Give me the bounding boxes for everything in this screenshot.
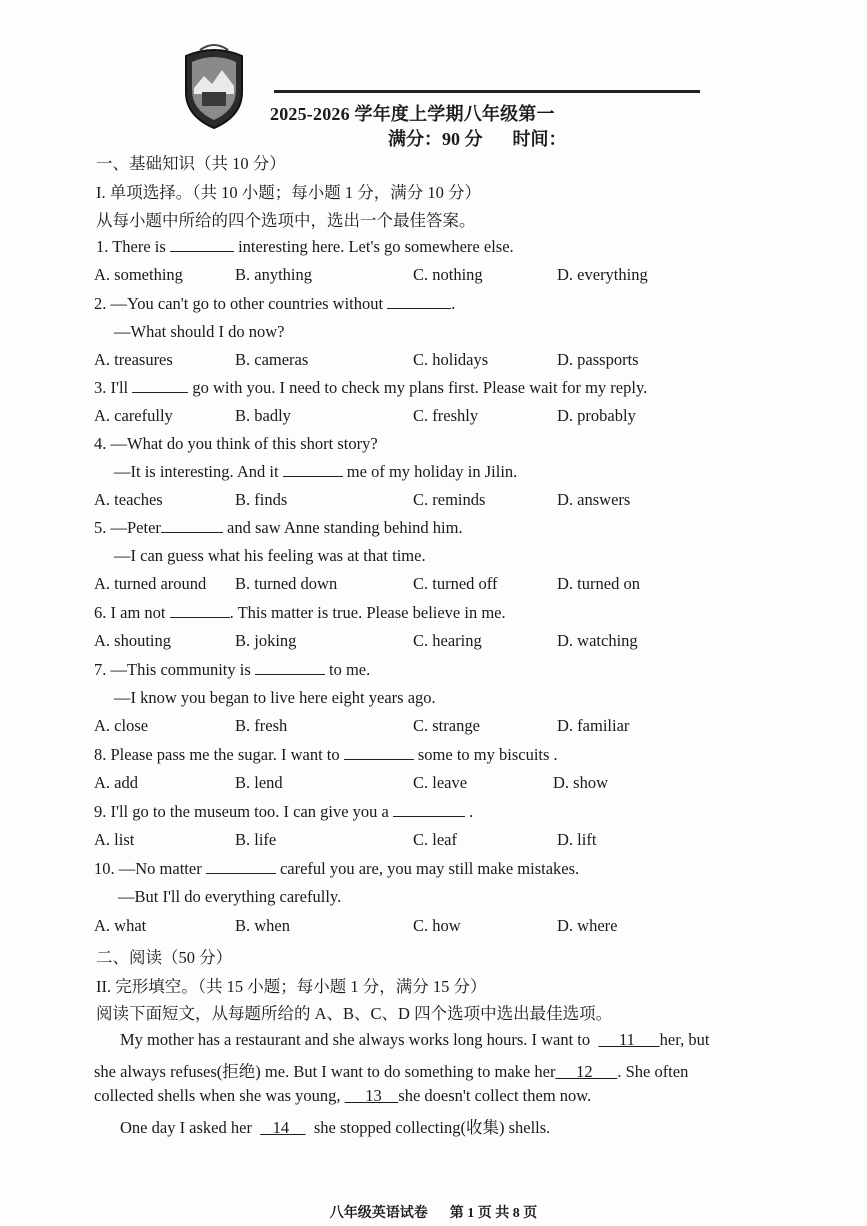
q6-option-b: B. joking (235, 631, 297, 650)
question-4-stem: 4. —What do you think of this short story? (94, 434, 378, 453)
answer-blank (170, 603, 230, 618)
q5-option-b: B. turned down (235, 574, 338, 593)
answer-blank (393, 802, 465, 817)
passage-line-4: One day I asked her 14 she stopped collecting(收集) shells. (120, 1118, 551, 1137)
section-1-heading: 一、基础知识（共 10 分） (96, 154, 286, 173)
passage-line-1: My mother has a restaurant and she always works long hours. I want to 11 her, but (120, 1030, 710, 1049)
answer-blank (170, 237, 234, 252)
school-logo (180, 42, 248, 130)
q5-option-a: A. turned around (94, 574, 207, 593)
question-9-stem: 9. I'll go to the museum too. I can give you a . (94, 802, 474, 821)
q9-option-a: A. list (94, 830, 135, 849)
blank-11: 11 (619, 1030, 635, 1049)
question-8-stem: 8. Please pass me the sugar. I want to some to my biscuits . (94, 745, 558, 764)
q10-option-a: A. what (94, 916, 147, 935)
q6-option-d: D. watching (557, 631, 638, 650)
q3-option-d: D. probably (557, 406, 636, 425)
answer-blank (283, 462, 343, 477)
answer-blank (132, 378, 188, 393)
question-2-stem: 2. —You can't go to other countries without . (94, 294, 456, 313)
question-6-stem: 6. I am not . This matter is true. Please believe in me. (94, 603, 506, 622)
q3-option-b: B. badly (235, 406, 291, 425)
q4-option-a: A. teaches (94, 490, 163, 509)
q10-option-c: C. how (413, 916, 461, 935)
q2-option-a: A. treasures (94, 350, 173, 369)
part-1-title: I. 单项选择。（共 10 小题；每小题 1 分，满分 10 分） (96, 183, 481, 202)
q10-option-b: B. when (235, 916, 290, 935)
q2-option-d: D. passports (557, 350, 639, 369)
q2-option-b: B. cameras (235, 350, 309, 369)
question-2-reply: —What should I do now? (114, 322, 285, 341)
q4-option-d: D. answers (557, 490, 631, 509)
q9-option-c: C. leaf (413, 830, 457, 849)
question-1-stem: 1. There is interesting here. Let's go somewhere else. (96, 237, 514, 256)
passage-line-3: collected shells when she was young, 13 she doesn't collect them now. (94, 1086, 592, 1105)
q1-option-b: B. anything (235, 265, 312, 284)
question-7-reply: —I know you began to live here eight years ago. (114, 688, 436, 707)
q8-option-b: B. lend (235, 773, 283, 792)
q1-option-c: C. nothing (413, 265, 483, 284)
footer-page-number: 第 1 页 共 8 页 (449, 1206, 538, 1221)
q3-option-c: C. freshly (413, 406, 479, 425)
question-10-stem: 10. —No matter careful you are, you may still make mistakes. (94, 859, 580, 878)
section-2-heading: 二、阅读（50 分） (96, 948, 233, 967)
footer-subject: 八年级英语试卷 (329, 1206, 428, 1221)
answer-blank (206, 859, 276, 874)
q4-option-b: B. finds (235, 490, 288, 509)
q7-option-b: B. fresh (235, 716, 288, 735)
q5-option-c: C. turned off (413, 574, 498, 593)
q5-option-d: D. turned on (557, 574, 640, 593)
q7-option-c: C. strange (413, 716, 480, 735)
header-rule (274, 90, 700, 93)
q9-option-d: D. lift (557, 830, 597, 849)
q2-option-c: C. holidays (413, 350, 489, 369)
q7-option-a: A. close (94, 716, 149, 735)
q8-option-c: C. leave (413, 773, 468, 792)
question-7-stem: 7. —This community is to me. (94, 660, 371, 679)
answer-blank (255, 660, 325, 675)
q1-option-a: A. something (94, 265, 183, 284)
exam-title: 2025-2026 学年度上学期八年级第一 (270, 104, 555, 124)
part-1-instruction: 从每小题中所给的四个选项中，选出一个最佳答案。 (96, 211, 476, 230)
question-5-reply: —I can guess what his feeling was at that time. (114, 546, 426, 565)
page-footer (0, 1202, 867, 1222)
question-4-reply: —It is interesting. And it me of my holiday in Jilin. (114, 462, 518, 481)
blank-13: 13 (365, 1086, 382, 1105)
q6-option-c: C. hearing (413, 631, 482, 650)
q4-option-c: C. reminds (413, 490, 486, 509)
q7-option-d: D. familiar (557, 716, 630, 735)
full-score: 满分：90 分 (388, 129, 483, 149)
q3-option-a: A. carefully (94, 406, 173, 425)
answer-blank (161, 518, 223, 533)
q8-option-a: A. add (94, 773, 138, 792)
question-10-reply: —But I'll do everything carefully. (118, 887, 342, 906)
q9-option-b: B. life (235, 830, 277, 849)
question-5-stem: 5. —Peter and saw Anne standing behind him. (94, 518, 463, 537)
exam-meta (388, 125, 567, 151)
passage-line-2: she always refuses(拒绝) me. But I want to do something to make her 12 . She often (94, 1062, 689, 1081)
answer-blank (344, 745, 414, 760)
time-label: 时间： (512, 129, 567, 149)
blank-12: 12 (576, 1062, 593, 1081)
q6-option-a: A. shouting (94, 631, 172, 650)
q8-option-d: D. show (553, 773, 609, 792)
blank-14: 14 (272, 1118, 290, 1137)
question-3-stem: 3. I'll go with you. I need to check my plans first. Please wait for my reply. (94, 378, 648, 397)
part-2-instruction: 阅读下面短文，从每题所给的 A、B、C、D 四个选项中选出最佳选项。 (96, 1004, 613, 1023)
q1-option-d: D. everything (557, 265, 648, 284)
answer-blank (387, 294, 451, 309)
q10-option-d: D. where (557, 916, 618, 935)
part-2-title: II. 完形填空。（共 15 小题；每小题 1 分，满分 15 分） (96, 977, 487, 996)
